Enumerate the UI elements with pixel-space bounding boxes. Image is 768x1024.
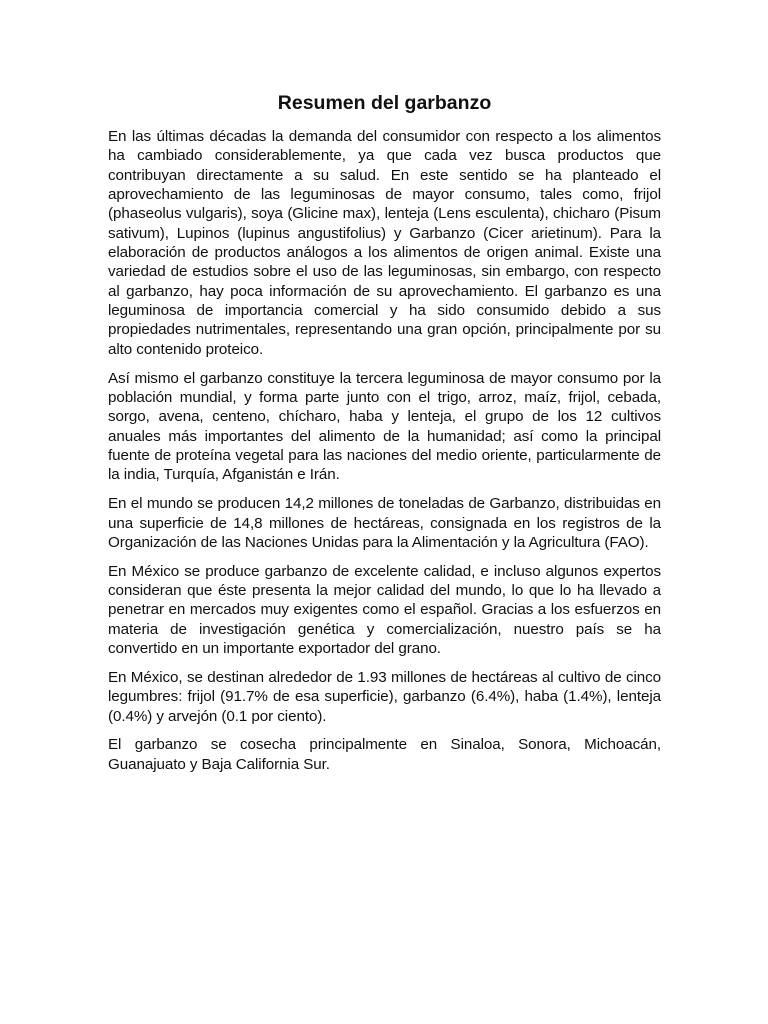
paragraph-5: En México, se destinan alrededor de 1.93 millones de hectáreas al cultivo de cinco legumbres: frijol (91.7% de esa superficie), garbanzo (6.4%), haba (1.4%), lenteja (0.4%) y arvejón (0.1 por ciento).	[108, 668, 661, 725]
document-page	[108, 92, 661, 784]
document-title: Resumen del garbanzo	[277, 92, 492, 114]
paragraph-4: En México se produce garbanzo de excelente calidad, e incluso algunos expertos consideran que éste presenta la mejor calidad del mundo, lo que lo ha llevado a penetrar en mercados muy exigentes como el español. Gracias a los esfuerzos en materia de investigación genética y comercialización, nuestro país se ha convertido en un importante exportador del grano.	[108, 562, 661, 658]
paragraph-2: Así mismo el garbanzo constituye la tercera leguminosa de mayor consumo por la población mundial, y forma parte junto con el trigo, arroz, maíz, frijol, cebada, sorgo, avena, centeno, chícharo, haba y lenteja, el grupo de los 12 cultivos anuales más importantes del alimento de la humanidad; así como la principal fuente de proteína vegetal para las naciones del medio oriente, particularmente de la india, Turquía, Afganistán e Irán.	[108, 369, 661, 484]
paragraph-1: En las últimas décadas la demanda del consumidor con respecto a los alimentos ha cambiado considerablemente, ya que cada vez busca productos que contribuyan directamente a su salud. En este sentido se ha planteado el aprovechamiento de las leguminosas de mayor consumo, tales como, frijol (phaseolus vulgaris), soya (Glicine max), lenteja (Lens esculenta), chicharo (Pisum sativum), Lupinos (lupinus angustifolius) y Garbanzo (Cicer arietinum). Para la elaboración de productos análogos a los alimentos de origen animal. Existe una variedad de estudios sobre el uso de las leguminosas, sin embargo, con respecto al garbanzo, hay poca información de su aprovechamiento. El garbanzo es una leguminosa de importancia comercial y ha sido consumido debido a sus propiedades nutrimentales, representando una gran opción, principalmente por su alto contenido proteico.	[108, 128, 661, 358]
paragraph-3: En el mundo se producen 14,2 millones de toneladas de Garbanzo, distribuidas en una superficie de 14,8 millones de hectáreas, consignada en los registros de la Organización de las Naciones Unidas para la Alimentación y la Agricultura (FAO).	[108, 495, 661, 551]
paragraph-6: El garbanzo se cosecha principalmente en Sinaloa, Sonora, Michoacán, Guanajuato y Baja California Sur.	[108, 736, 661, 773]
